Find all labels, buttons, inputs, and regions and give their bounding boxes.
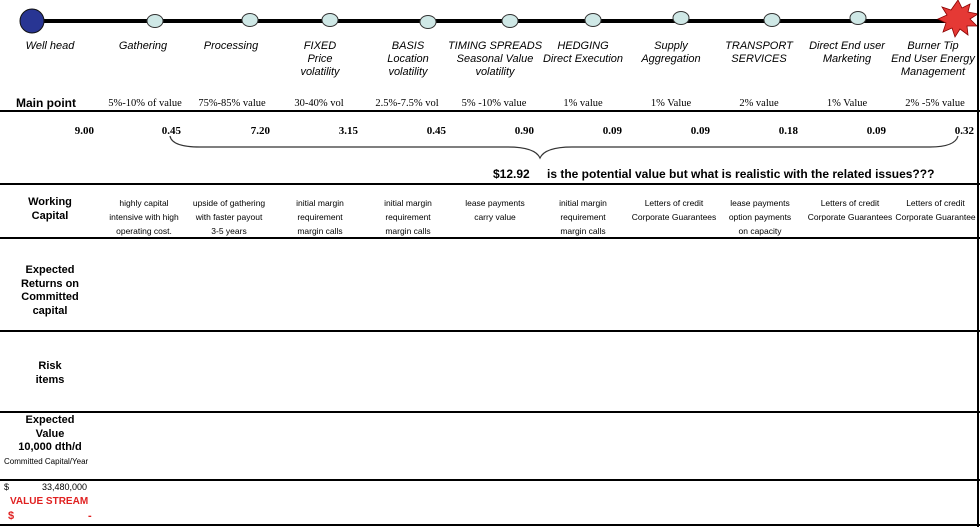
stage-label-wellhead: Well head — [25, 40, 75, 52]
value-stream-dash: - — [88, 510, 92, 522]
expected-value-label: Expected Value 10,000 dth/d — [18, 414, 82, 453]
summation-brace — [0, 0, 980, 183]
value-stream-currency: $ — [8, 510, 15, 522]
value-number: 0.90 — [514, 125, 534, 137]
main-point-value: 1% value — [563, 98, 603, 109]
total-amount: 33,480,000 — [42, 482, 88, 492]
value-stream-label: VALUE STREAM — [10, 496, 89, 507]
expected-value-sublabel: Committed Capital/Year — [4, 457, 89, 466]
value-number: 3.15 — [338, 125, 358, 137]
main-point-value: 75%-85% value — [198, 98, 266, 109]
row-divider — [0, 411, 980, 413]
value-number: 0.09 — [602, 125, 622, 137]
main-point-value: 2% -5% value — [905, 98, 965, 109]
row-divider — [0, 183, 980, 185]
value-number: 0.09 — [690, 125, 710, 137]
stage-label-transport: TRANSPORT SERVICES — [725, 40, 793, 65]
main-point-value: 1% Value — [650, 98, 692, 109]
value-number: 0.09 — [866, 125, 886, 137]
main-point-value: 2% value — [739, 98, 779, 109]
stage-label-gathering: Gathering — [118, 40, 168, 52]
working-capital-cell: Letters of credit Corporate Guarantees — [807, 198, 893, 222]
expected-returns-label: Expected Returns on Committed capital — [20, 264, 80, 317]
stage-label-supply: Supply Aggregation — [641, 40, 701, 65]
working-capital-cell: lease payments carry value — [465, 198, 525, 222]
working-capital-cell: Letters of credit Corporate Guarantees — [631, 198, 717, 222]
main-point-value: 5%-10% of value — [108, 98, 182, 109]
stage-label-burner-tip: Burner Tip End User Energy Management — [891, 40, 975, 78]
stage-label-hedging: HEDGING Direct Execution — [542, 40, 624, 65]
total-currency: $ — [4, 482, 10, 492]
row-divider — [0, 330, 980, 332]
value-number: 0.32 — [954, 125, 974, 137]
row-divider — [0, 524, 980, 526]
value-number: 9.00 — [74, 125, 94, 137]
value-number: 0.45 — [426, 125, 446, 137]
main-point-value: 30-40% vol — [294, 98, 344, 109]
working-capital-label: Working Capital — [28, 196, 72, 222]
value-number: 7.20 — [250, 125, 270, 137]
working-capital-cell: initial margin requirement margin calls — [559, 198, 607, 236]
main-point-label: Main point — [16, 96, 76, 110]
working-capital-cell: highly capital intensive with high operating cost. — [109, 198, 179, 236]
working-capital-cell: initial margin requirement margin calls — [384, 198, 432, 236]
value-number: 0.45 — [161, 125, 181, 137]
main-point-value: 5% -10% value — [461, 98, 527, 109]
main-point-value: 1% Value — [826, 98, 868, 109]
risk-items-label: Risk items — [35, 360, 65, 386]
stage-label-processing: Processing — [203, 40, 259, 52]
stage-label-direct-end-user: Direct End user Marketing — [809, 40, 885, 65]
potential-text: is the potential value but what is realistic with the related issues??? — [547, 167, 935, 181]
row-divider — [0, 479, 980, 481]
stage-label-basis: BASIS Location volatility — [387, 40, 429, 78]
working-capital-cell: upside of gathering with faster payout 3-5 years — [192, 198, 266, 236]
working-capital-cell: Letters of credit Corporate Guarantee — [895, 198, 976, 222]
working-capital-cell: lease payments option payments on capacity — [728, 198, 792, 236]
main-point-value: 2.5%-7.5% vol — [375, 98, 439, 109]
potential-amount: $12.92 — [493, 167, 530, 181]
stage-label-timing-spreads: TIMING SPREADS Seasonal Value volatility — [447, 40, 543, 78]
value-number: 0.18 — [778, 125, 798, 137]
working-capital-cell: initial margin requirement margin calls — [296, 198, 344, 236]
stage-label-fixed: FIXED Price volatility — [300, 40, 340, 78]
